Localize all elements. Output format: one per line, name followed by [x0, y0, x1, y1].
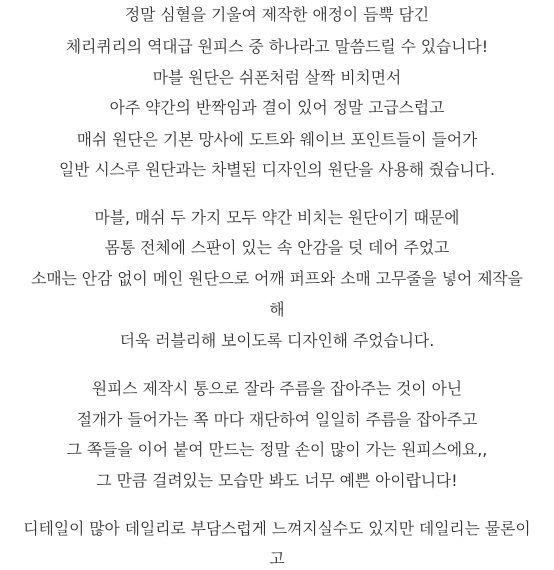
text-line: 일반 시스루 원단과는 차별된 디자인의 원단을 사용해 줬습니다. [58, 160, 496, 179]
text-line: 마블 원단은 쉬폰처럼 살짝 비치면서 [152, 68, 402, 87]
text-line: 아주 약간의 반짝임과 결이 있어 정말 고급스럽고 [109, 98, 445, 117]
text-line: 몸통 전체에 스판이 있는 속 안감을 덧 데어 주었고 [104, 238, 450, 257]
text-line: 절개가 들어가는 쪽 마다 재단하여 일일히 주름을 잡아주고 [76, 410, 478, 429]
text-line: 정말 심혈을 기울여 제작한 애정이 듬뿍 담긴 [124, 5, 430, 24]
text-line: 더욱 러블리해 보이도록 디자인해 주었습니다. [119, 331, 435, 350]
text-line: 원피스 제작시 통으로 잘라 주름을 잡아주는 것이 아닌 [91, 379, 463, 398]
text-line: 해 [269, 300, 285, 319]
text-line: 디테일이 많아 데일리로 부담스럽게 느껴지실수도 있지만 데일리는 물론이 [23, 519, 531, 538]
text-line: 마블, 매쉬 두 가지 모두 약간 비치는 원단이기 때문에 [94, 208, 460, 227]
text-line: 그 쪽들을 이어 붙여 만드는 정말 손이 많이 가는 원피스에요,, [66, 440, 488, 459]
text-line: 체리퀴리의 역대급 원피스 중 하나라고 말씀드릴 수 있습니다! [65, 37, 489, 56]
text-line: 그 만큼 걸려있는 모습만 봐도 너무 예쁜 아이랍니다! [96, 471, 458, 490]
text-line: 매쉬 원단은 기본 망사에 도트와 웨이브 포인트들이 들어가 [76, 130, 478, 149]
text-line: 소매는 안감 없이 메인 원단으로 어깨 퍼프와 소매 고무줄을 넣어 제작을 [31, 269, 523, 288]
text-line: 고 [269, 549, 285, 568]
